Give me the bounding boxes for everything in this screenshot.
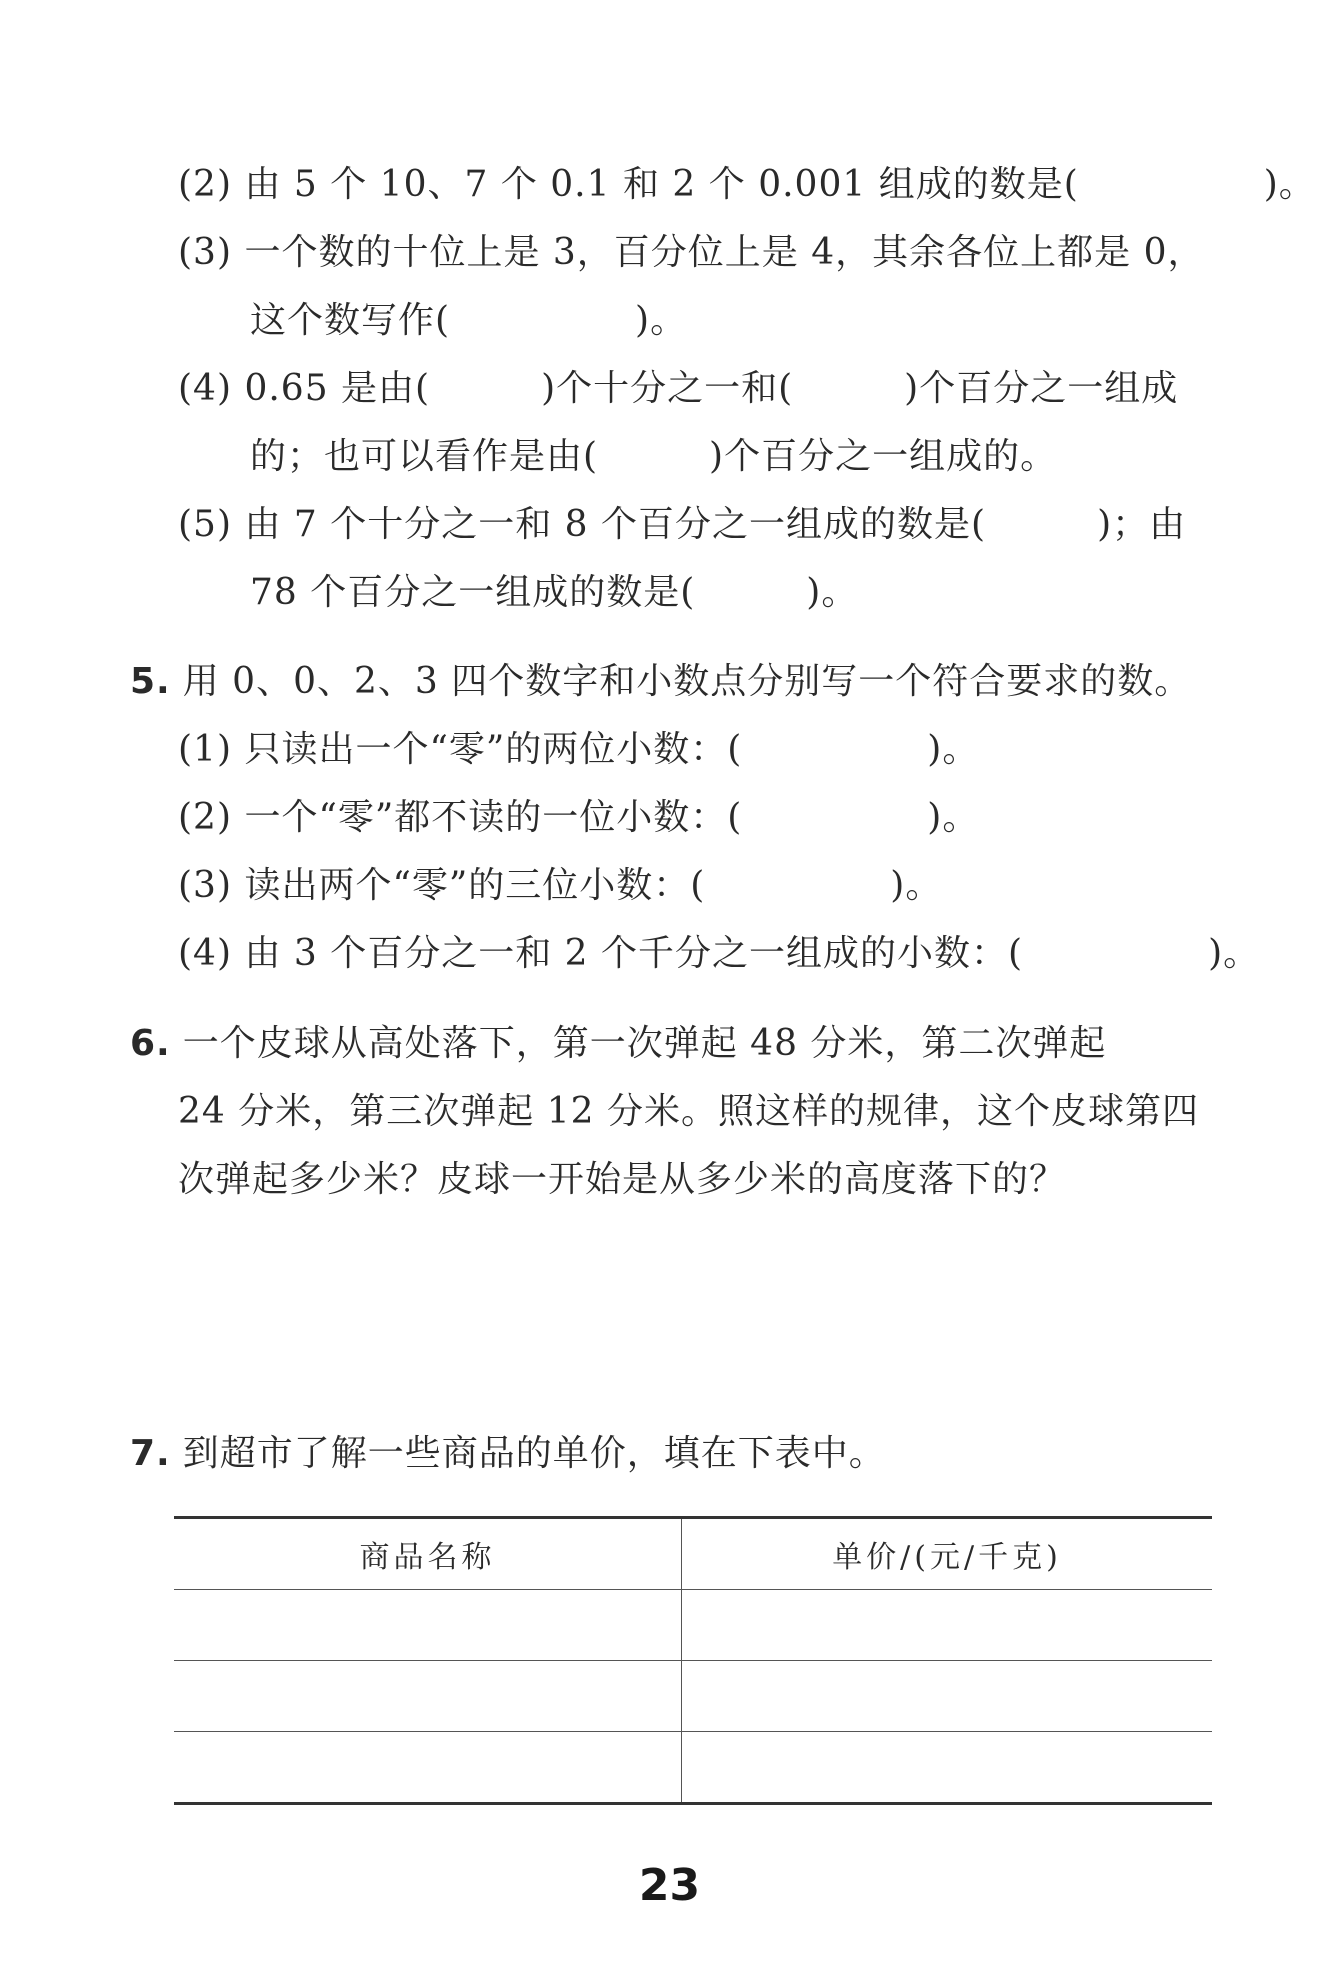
q6-line-3: 次弹起多少米？皮球一开始是从多少米的高度落下的？ (178, 1159, 1067, 1200)
table-row (174, 1732, 1212, 1804)
q6-number: 6. (130, 1023, 171, 1064)
q4-item-4: (4) 0.65 是由( )个十分之一和( )个百分之一组成 (178, 368, 1179, 409)
q6-line-1 (130, 1022, 1106, 1066)
q4-item-2: (2) 由 5 个 10、7 个 0.1 和 2 个 0.001 组成的数是( )。 (178, 164, 1316, 205)
table-row (174, 1661, 1212, 1732)
q5-number: 5. (130, 661, 171, 702)
q4-item-3-cont: 这个数写作( )。 (250, 300, 688, 341)
q6-text-1: 一个皮球从高处落下，第一次弹起 48 分米，第二次弹起 (182, 1023, 1107, 1064)
header-unit-price: 单价/(元/千克) (682, 1518, 1213, 1590)
cell-product[interactable] (174, 1661, 682, 1732)
q5-prompt-line (130, 660, 1191, 704)
table-header-row (174, 1518, 1212, 1590)
header-product-name: 商品名称 (174, 1518, 682, 1590)
q6-line-2: 24 分米，第三次弹起 12 分米。照这样的规律，这个皮球第四 (178, 1091, 1199, 1132)
table-row (174, 1590, 1212, 1661)
price-table (174, 1516, 1212, 1805)
cell-price[interactable] (682, 1661, 1213, 1732)
q5-item-1: (1) 只读出一个“零”的两位小数：( )。 (178, 729, 980, 770)
q5-prompt: 用 0、0、2、3 四个数字和小数点分别写一个符合要求的数。 (182, 661, 1192, 702)
cell-price[interactable] (682, 1732, 1213, 1804)
q7-prompt: 到超市了解一些商品的单价，填在下表中。 (182, 1433, 886, 1474)
q4-item-5: (5) 由 7 个十分之一和 8 个百分之一组成的数是( )；由 (178, 504, 1187, 545)
q4-item-3: (3) 一个数的十位上是 3，百分位上是 4，其余各位上都是 0， (178, 232, 1205, 273)
page-number: 23 (638, 1860, 701, 1911)
q5-item-4: (4) 由 3 个百分之一和 2 个千分之一组成的小数：( )。 (178, 933, 1261, 974)
q7-prompt-line (130, 1432, 886, 1476)
q5-item-2: (2) 一个“零”都不读的一位小数：( )。 (178, 797, 980, 838)
cell-price[interactable] (682, 1590, 1213, 1661)
q4-item-5-cont: 78 个百分之一组成的数是( )。 (250, 572, 859, 613)
q4-item-4-cont: 的；也可以看作是由( )个百分之一组成的。 (250, 436, 1058, 477)
q7-number: 7. (130, 1433, 171, 1474)
cell-product[interactable] (174, 1732, 682, 1804)
cell-product[interactable] (174, 1590, 682, 1661)
q5-item-3: (3) 读出两个“零”的三位小数：( )。 (178, 865, 943, 906)
